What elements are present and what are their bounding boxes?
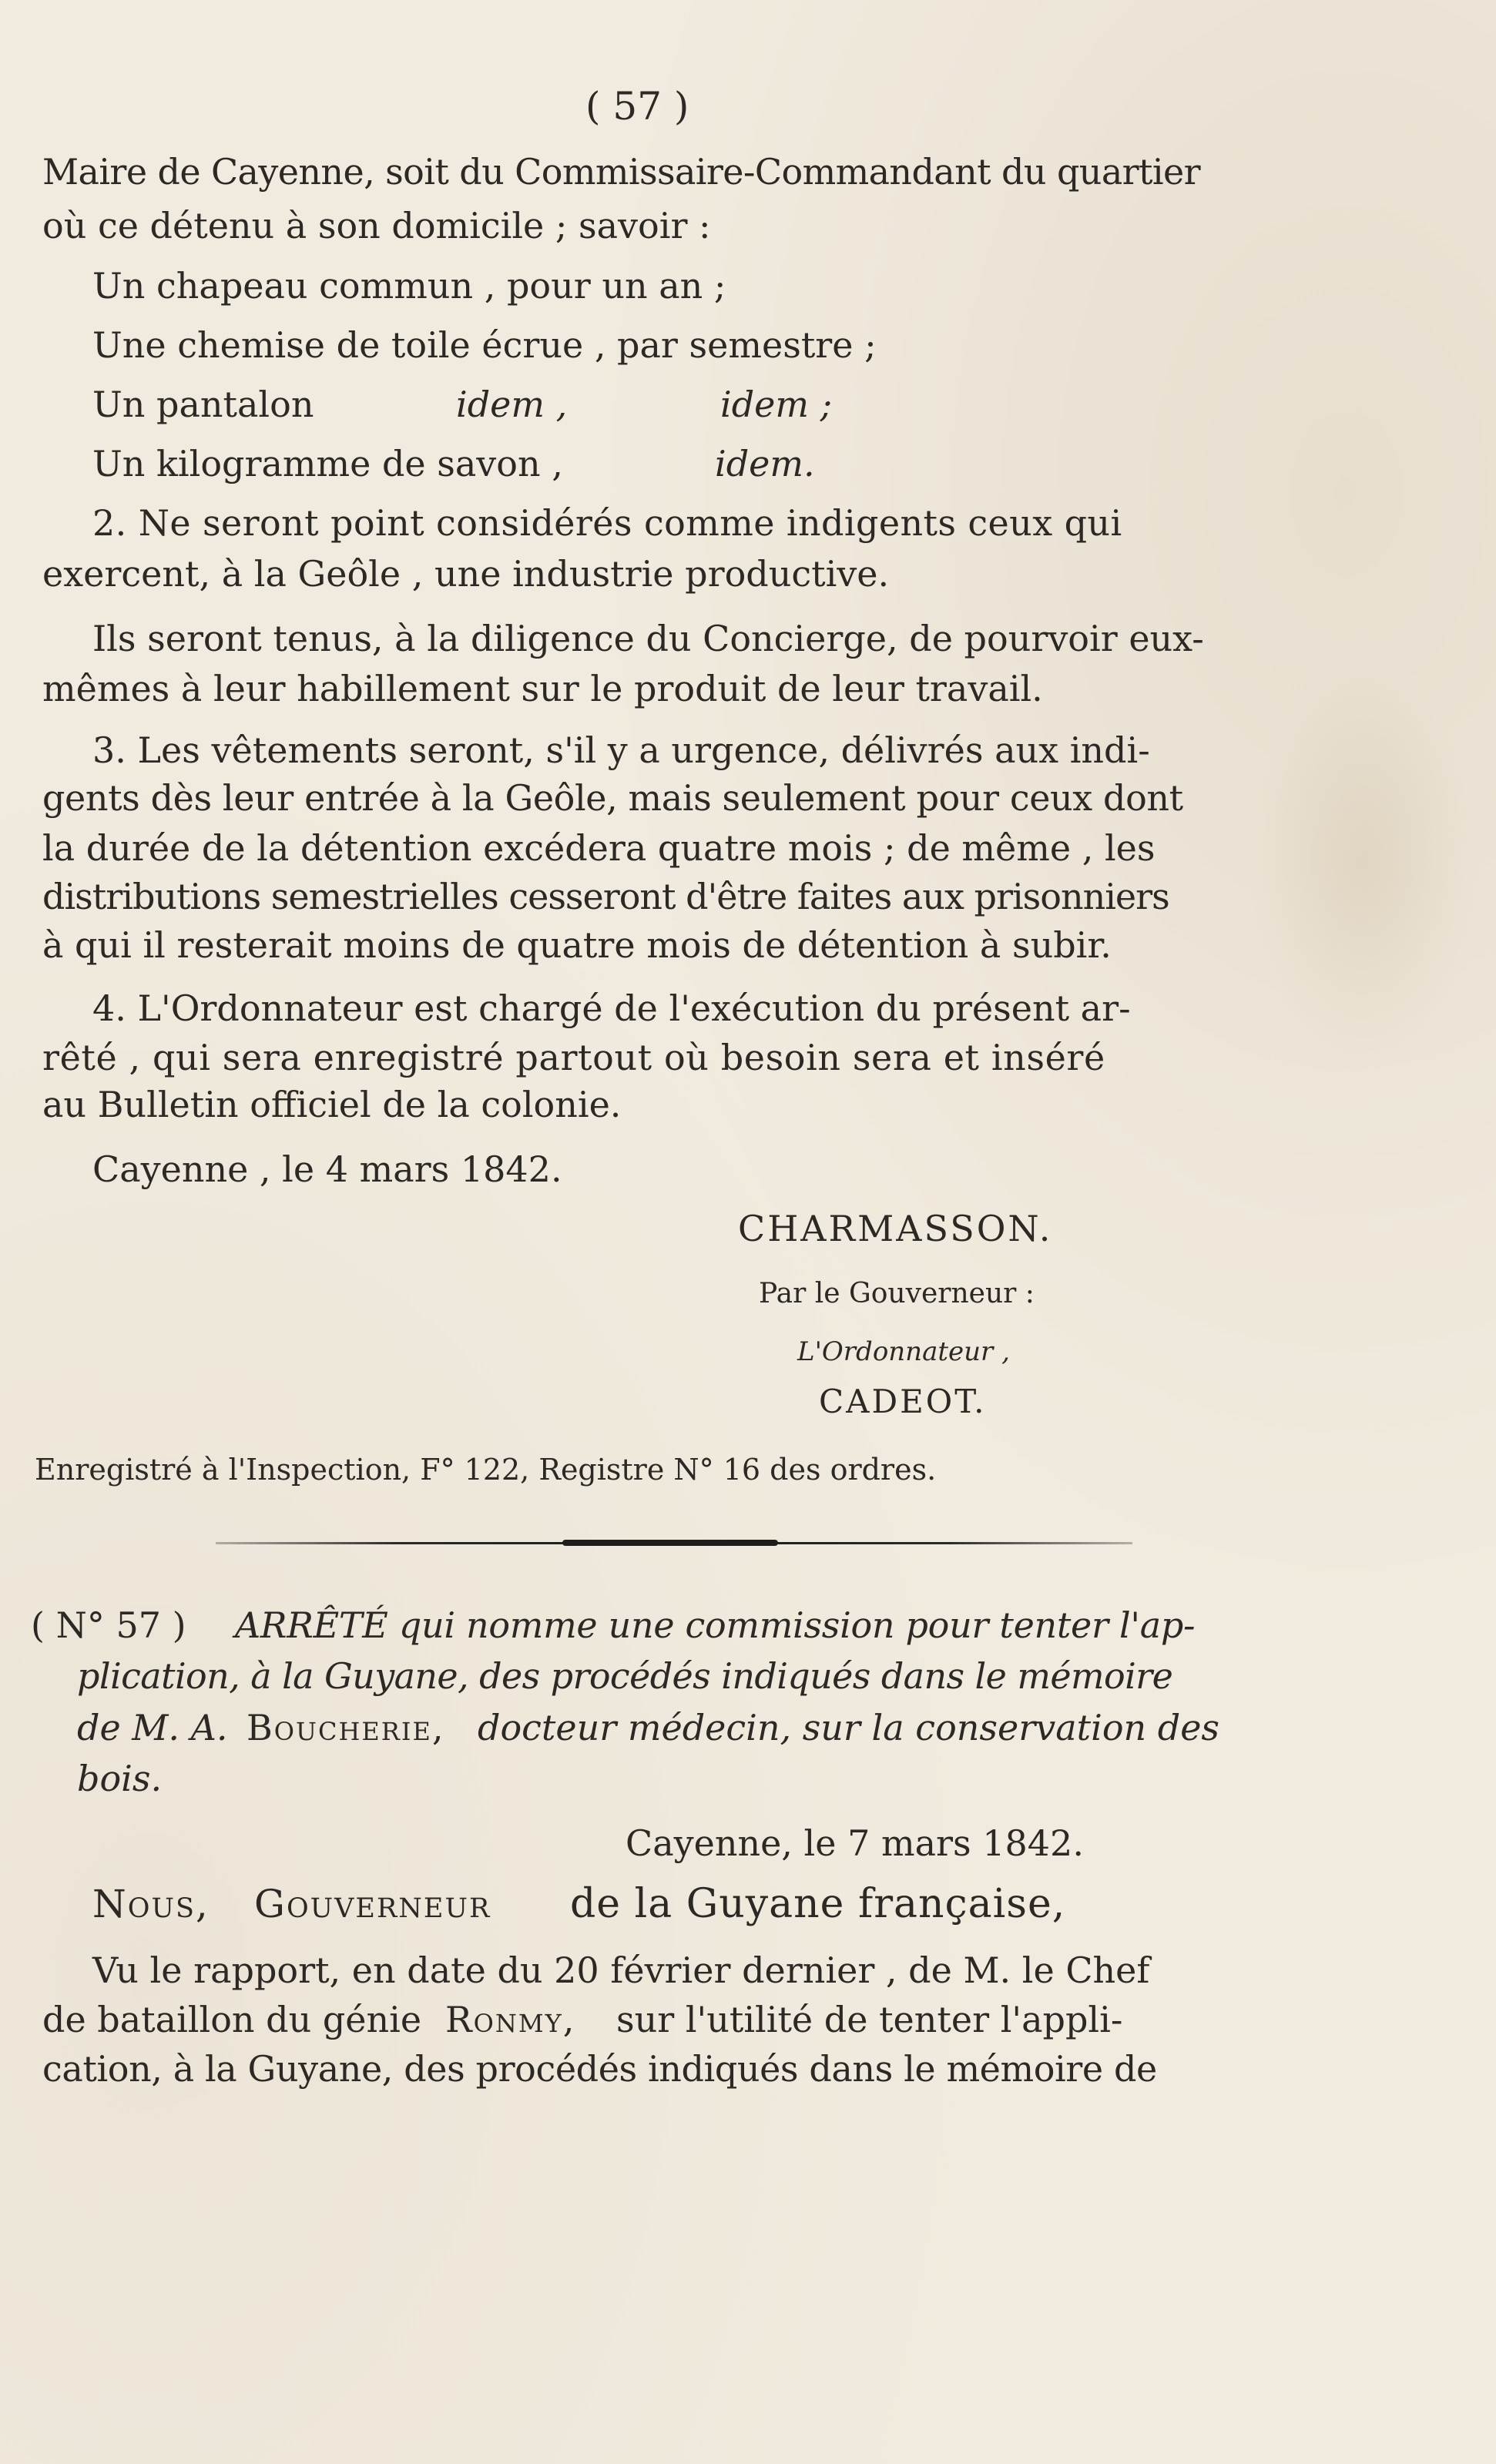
page-number: ( 57 ) (585, 84, 689, 129)
arrete-title: bois. (77, 1758, 163, 1799)
item-text-idem: idem. (715, 443, 815, 484)
text-line: gents dès leur entrée à la Geôle, mais seulement pour ceux dont (42, 777, 1183, 819)
date-line: Cayenne , le 4 mars 1842. (92, 1148, 562, 1190)
text-line: Maire de Cayenne, soit du Commissaire-Commandant du quartier (42, 151, 1201, 193)
gouverneur-word: Gouverneur (254, 1882, 491, 1926)
list-item: Une chemise de toile écrue , par semestre ; (92, 324, 877, 366)
text-line: distributions semestrielles cesseront d'être faites aux prisonniers (42, 876, 1169, 917)
item-text: Un pantalon (92, 384, 314, 425)
text-line: exercent, à la Geôle , une industrie productive. (42, 553, 890, 595)
signature-charmasson: CHARMASSON. (738, 1208, 1053, 1249)
name-ronmy: Ronmy, (445, 1999, 576, 2040)
text-line: cation, à la Guyane, des procédés indiqués dans le mémoire de (42, 2048, 1157, 2090)
date-line: Cayenne, le 7 mars 1842. (626, 1822, 1084, 1864)
paper-stain (1248, 662, 1479, 1063)
text-line: mêmes à leur habillement sur le produit de leur travail. (42, 668, 1043, 709)
text-segment: sur l'utilité de tenter l'appli- (616, 1999, 1123, 2040)
text-line: au Bulletin officiel de la colonie. (42, 1084, 622, 1125)
registration-line: Enregistré à l'Inspection, F° 122, Registre N° 16 des ordres. (35, 1453, 937, 1487)
article-2: 2. Ne seront point considérés comme indigents ceux qui (92, 502, 1122, 544)
text-line: la durée de la détention excédera quatre mois ; de même , les (42, 827, 1156, 869)
arrete-title: ARRÊTÉ qui nomme une commission pour tenter l'ap- (235, 1604, 1196, 1646)
item-text-idem: idem ; (720, 384, 833, 425)
list-item: Un chapeau commun , pour un an ; (92, 265, 726, 307)
article-4: 4. L'Ordonnateur est chargé de l'exécution du présent ar- (92, 987, 1131, 1029)
arrete-title: plication, à la Guyane, des procédés indiqués dans le mémoire (77, 1655, 1173, 1697)
signature-cadeot: CADEOT. (819, 1383, 987, 1420)
arrete-number: ( N° 57 ) (31, 1604, 186, 1646)
arrete-title-name: Boucherie, (247, 1707, 445, 1748)
item-text-idem: idem , (456, 384, 568, 425)
item-text: Un kilogramme de savon , (92, 443, 563, 484)
paragraph: Ils seront tenus, à la diligence du Concierge, de pourvoir eux- (92, 618, 1204, 659)
section-divider-center (562, 1540, 778, 1546)
text-line: où ce détenu à son domicile ; savoir : (42, 205, 711, 246)
nous-word: Nous, (92, 1882, 210, 1926)
ordonnateur-title: L'Ordonnateur , (797, 1336, 1010, 1367)
text-line: à qui il resterait moins de quatre mois de détention à subir. (42, 924, 1112, 966)
text-line: Vu le rapport, en date du 20 février dernier , de M. le Chef (92, 1949, 1150, 1991)
par-le-gouverneur: Par le Gouverneur : (759, 1278, 1035, 1309)
arrete-title: de M. A. (77, 1707, 228, 1748)
arrete-title: docteur médecin, sur la conservation des (478, 1707, 1220, 1748)
text-line: rêté , qui sera enregistré partout où besoin sera et inséré (42, 1037, 1105, 1078)
article-3: 3. Les vêtements seront, s'il y a urgence, délivrés aux indi- (92, 729, 1150, 771)
text-segment: de bataillon du génie (42, 1999, 422, 2040)
preamble-text: de la Guyane française, (570, 1881, 1066, 1927)
